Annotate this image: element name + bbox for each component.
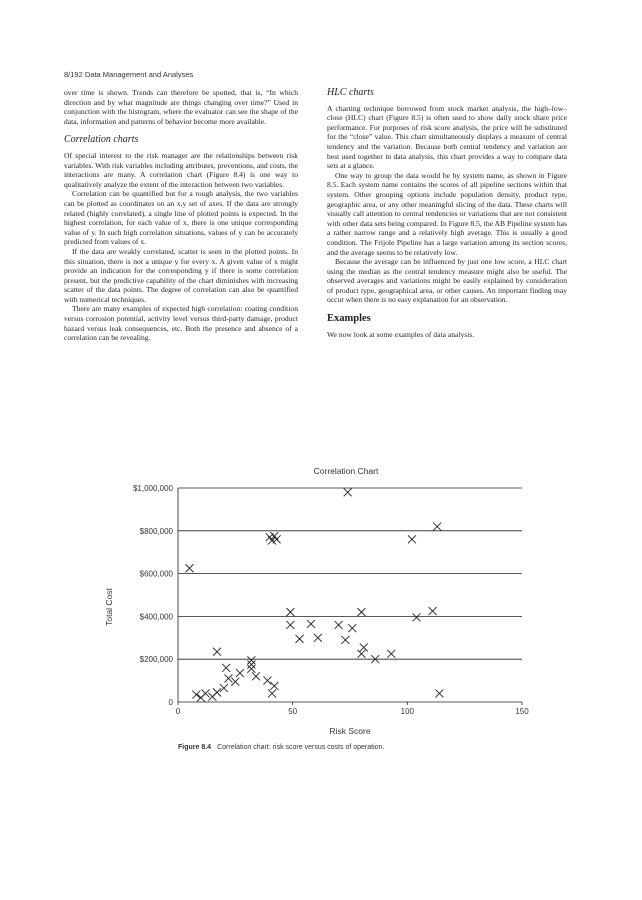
y-axis-label: Total Cost — [104, 588, 114, 626]
y-tick-label: $800,000 — [139, 526, 173, 536]
data-point — [236, 669, 244, 677]
data-point — [357, 650, 365, 658]
data-point — [344, 488, 352, 496]
data-point — [247, 665, 255, 673]
paragraph: Correlation can be quantified but for a rough analysis, the two variables can be plotted as coordinates on an x,y set of axes. If the data are strongly related (highly correlated), a single line of plotted points is expected. In the highest correlation, for each value of x, there is one unique corresponding value of y. In such high correlation situations, values of y can be accurately predicted from values of x. — [64, 189, 298, 247]
data-point — [213, 648, 221, 656]
data-point — [197, 694, 205, 702]
data-point — [408, 535, 416, 543]
data-point — [252, 672, 260, 680]
data-point — [263, 677, 271, 685]
x-axis-label: Risk Score — [329, 726, 371, 736]
paragraph: If the data are weakly correlated, scatter is seen in the plotted points. In this situation, there is not a unique y for every x. A given value of x might provide an indication for the corresponding y if there is some correlation present, but the predictive capability of the chart diminishes with increasing scatter of the data points. The degree of correlation can also be quantified with numerical techniques. — [64, 246, 298, 304]
correlation-chart — [90, 462, 560, 737]
figure-caption-text: Correlation chart: risk score versus costs of operation. — [217, 744, 385, 751]
paragraph: There are many examples of expected high correlation: coating condition versus corrosion potential, activity level versus third-party damage, product hazard versus leak consequences, etc. Both the presence and absence of a correlation can be revealing. — [64, 304, 298, 343]
data-point — [208, 693, 216, 701]
data-point — [273, 535, 281, 543]
data-point — [360, 643, 368, 651]
data-point — [435, 689, 443, 697]
section-heading-hlc-charts: HLC charts — [327, 87, 374, 98]
section-heading-correlation-charts: Correlation charts — [64, 134, 139, 146]
data-point — [286, 608, 294, 616]
paragraph: over time is shown. Trends can therefore be spotted, that is, “In which direction and by what magnitude are things changing over time?” Used in conjunction with the histogram, where the evaluator can see the shape of the data, information and patterns of behavior become more available. — [64, 88, 298, 126]
left-column — [64, 88, 298, 343]
data-point — [286, 621, 294, 629]
paragraph: One way to group the data would be by system name, as shown in Figure 8.5. Each system name contains the scores of all pipeline sections within that system. Other grouping options include population density, product type, geographic area, or any other meaningful slicing of the data. These charts will visually call attention to central tendencies or variations that are not consistent with other data sets being compared. In Figure 8.5, the AB Pipeline system has a rather narrow range and a relatively high average. This is usually a good condition. The Frijole Pipeline has a large variation among its section scores, and the average seems to be relatively low. — [327, 170, 567, 257]
y-tick-label: $400,000 — [139, 612, 173, 622]
data-point — [220, 684, 228, 692]
data-point — [192, 691, 200, 699]
data-point — [247, 661, 255, 669]
data-point — [222, 664, 230, 672]
data-point — [348, 624, 356, 632]
right-column — [327, 88, 567, 339]
data-point — [270, 682, 278, 690]
data-point — [357, 608, 365, 616]
data-point — [413, 613, 421, 621]
paragraph: We now look at some examples of data analysis. — [327, 329, 475, 339]
section-heading-examples: Examples — [327, 313, 371, 325]
paragraph: Because the average can be influenced by just one low score, a HLC chart using the median as the central tendency measure might also be useful. The observed averages and variations might be easily explained by consideration of product type, geographical area, or other causes. An important finding may occur when there is no easy explanation for an observation. — [327, 257, 567, 305]
data-point — [433, 523, 441, 531]
figure-caption — [178, 744, 384, 751]
running-header: 8/192 Data Management and Analyses — [64, 70, 194, 79]
data-point — [429, 607, 437, 615]
x-tick-label: 100 — [400, 707, 415, 716]
x-tick-label: 0 — [175, 707, 181, 716]
y-tick-label: $600,000 — [139, 569, 173, 579]
data-point — [296, 635, 304, 643]
figure-label: Figure 8.4 — [178, 744, 212, 751]
y-tick-label: $1,000,000 — [132, 484, 173, 493]
data-point — [224, 674, 232, 682]
chart-title: Correlation Chart — [313, 466, 379, 476]
x-tick-label: 50 — [288, 707, 298, 716]
data-point — [307, 620, 315, 628]
paragraph: Of special interest to the risk manager are the relationships between risk variables. With risk variables including attributes, preventions, and costs, the interactions are many. A correlation chart (Figure 8.4) is one way to qualitatively analyze the extent of the interaction between two variables. — [64, 150, 298, 189]
data-point — [387, 650, 395, 658]
data-point — [335, 621, 343, 629]
data-point — [341, 636, 349, 644]
data-point — [185, 564, 193, 572]
data-point — [247, 656, 255, 664]
paragraph: A charting technique borrowed from stock market analysis, the high–low–close (HLC) chart (Figure 8.5) is often used to show daily stock share price performance. For purposes of risk score analysis, the price will be substituted for the “close” value. This chart simultaneously displays a measure of central tendency and the variation. Because both central tendency and variation are best used together in data analysis, this chart provides a way to compare data sets at a glance. — [327, 103, 567, 171]
y-tick-label: 0 — [168, 698, 173, 707]
data-point — [314, 634, 322, 642]
y-tick-label: $200,000 — [139, 655, 173, 665]
data-point — [231, 678, 239, 686]
x-tick-label: 150 — [515, 707, 529, 716]
data-point — [268, 689, 276, 697]
